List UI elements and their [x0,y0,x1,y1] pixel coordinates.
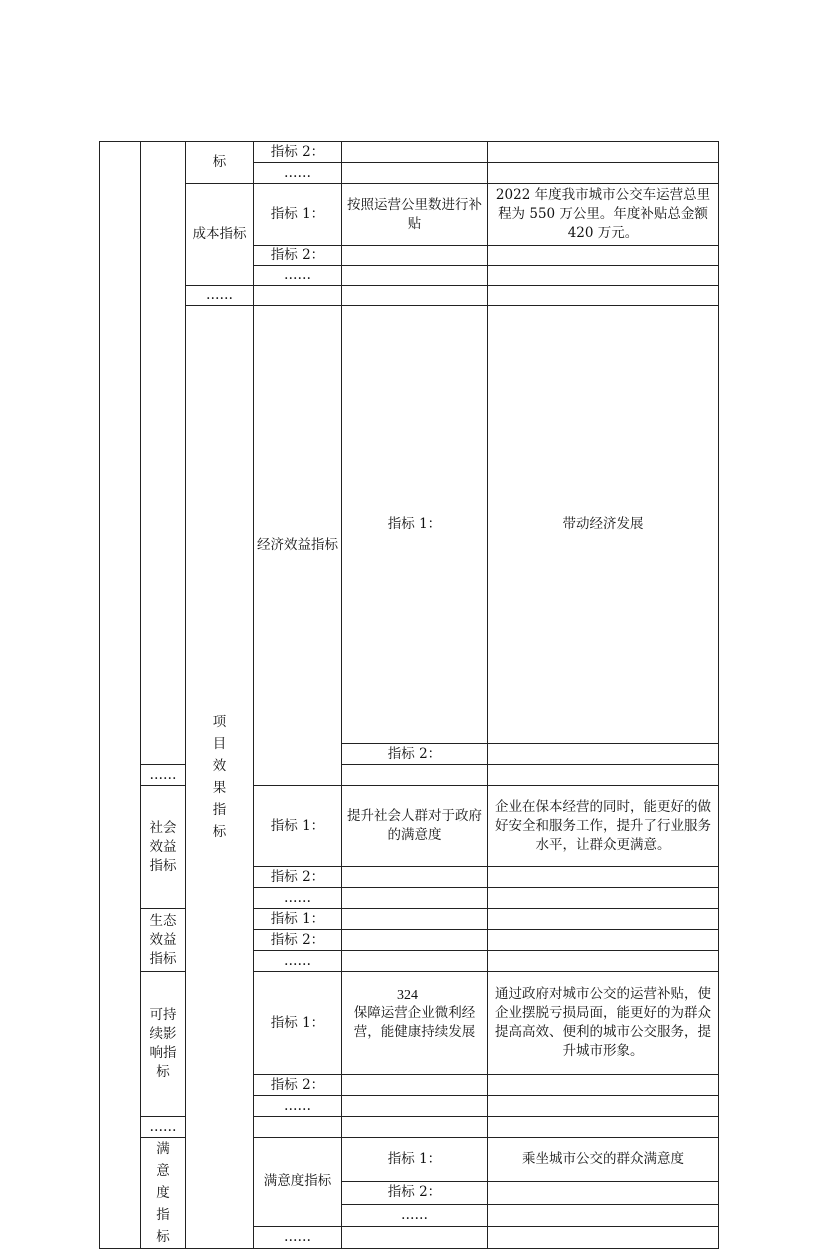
indicator-label: 指标 1： [254,972,342,1075]
indicator-label: 指标 2： [254,1075,342,1096]
indicator-label: …… [254,888,342,909]
indicator-content [342,246,488,266]
indicator-content [342,1075,488,1096]
level2-label-satisfaction: 满意度指标 [156,1141,170,1245]
indicator-content [342,909,488,930]
indicator-value [488,930,719,951]
indicator-content: 保障运营企业微利经营，能健康持续发展 [342,972,488,1075]
indicator-label: …… [342,1204,488,1226]
indicator-content [342,1117,488,1138]
indicator-label: 指标 1： [342,306,488,744]
category-cell: …… [141,1117,186,1138]
category-cell: 经济效益指标 [254,306,342,786]
indicator-value [488,765,719,786]
indicator-label: …… [254,951,342,972]
indicator-label: 指标 1： [254,786,342,867]
indicator-label: 指标 2： [254,246,342,266]
indicator-content: 提升社会人群对于政府的满意度 [342,786,488,867]
indicator-label: …… [254,163,342,184]
indicator-value [488,951,719,972]
indicator-label: …… [141,765,186,786]
indicator-content: 带动经济发展 [488,306,719,744]
category-cell: 社会效益指标 [141,786,186,909]
indicator-value [488,163,719,184]
indicator-content [488,1182,719,1204]
indicator-label: 指标 1： [254,184,342,246]
category-cell: 标 [186,142,254,184]
indicator-content [342,888,488,909]
level2-label-effect: 项目效果指标 [212,714,227,840]
indicator-value [488,1075,719,1096]
indicator-value [488,888,719,909]
indicator-content [342,266,488,286]
indicator-content [342,930,488,951]
indicator-label: …… [254,266,342,286]
indicator-content [488,744,719,765]
category-cell: 满意度指标 [254,1138,342,1227]
indicator-value [488,286,719,306]
indicator-content [342,765,488,786]
indicator-content [488,1204,719,1226]
indicator-content [342,286,488,306]
indicator-content [342,867,488,888]
category-cell: 成本指标 [186,184,254,286]
indicator-content [342,142,488,163]
indicator-label [254,286,342,306]
indicator-value [488,867,719,888]
performance-indicator-table [99,141,719,1249]
category-cell: 生态效益指标 [141,909,186,972]
level2-cell-effect [186,306,254,1249]
category-cell: 可持续影响指标 [141,972,186,1117]
category-cell: …… [254,1226,342,1248]
indicator-value [488,1117,719,1138]
category-cell: …… [186,286,254,306]
indicator-label: 指标 1： [342,1138,488,1182]
page-number: 324 [397,988,418,1003]
indicator-value [488,909,719,930]
indicator-content [342,1096,488,1117]
indicator-value [488,266,719,286]
indicator-value: 2022 年度我市城市公交车运营总里程为 550 万公里。年度补贴总金额 420 万元。 [488,184,719,246]
indicator-content [488,1226,719,1248]
indicator-value: 通过政府对城市公交的运营补贴，使企业摆脱亏损局面，能更好的为群众提高高效、便利的城市公交服务，提升城市形象。 [488,972,719,1075]
indicator-content: 乘坐城市公交的群众满意度 [488,1138,719,1182]
indicator-label: 指标 2： [254,930,342,951]
indicator-label: 指标 2： [342,744,488,765]
indicator-value [488,142,719,163]
indicator-label: 指标 1： [254,909,342,930]
indicator-label: …… [254,1096,342,1117]
level2-cell-satisfaction [141,1138,186,1249]
indicator-value [488,246,719,266]
level2-cell-continued [141,142,186,765]
indicator-label: 指标 2： [254,142,342,163]
indicator-content: 按照运营公里数进行补贴 [342,184,488,246]
indicator-value [488,1096,719,1117]
indicator-label [342,1226,488,1248]
indicator-content [342,163,488,184]
level1-cell [100,142,141,1249]
indicator-value: 企业在保本经营的同时，能更好的做好安全和服务工作，提升了行业服务水平，让群众更满意。 [488,786,719,867]
indicator-label: 指标 2： [342,1182,488,1204]
indicator-label [254,1117,342,1138]
indicator-content [342,951,488,972]
indicator-label: 指标 2： [254,867,342,888]
